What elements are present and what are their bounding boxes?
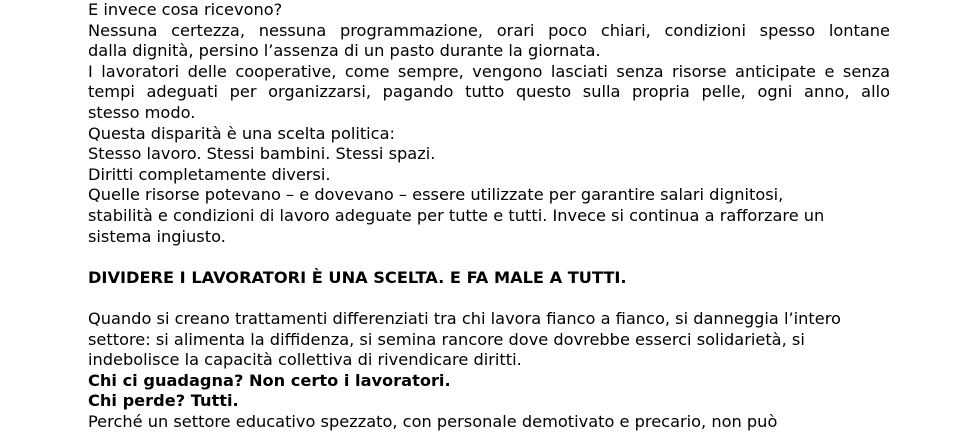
paragraph-line: dalla dignità, persino l’assenza di un pasto durante la giornata. — [88, 41, 601, 61]
paragraph-line: I lavoratori delle cooperative, come sempre, vengono lasciati senza risorse anticipate e senza — [88, 61, 890, 81]
bold-statement: Chi perde? Tutti. — [88, 391, 239, 411]
paragraph-line: Quelle risorse potevano – e dovevano – essere utilizzate per garantire salari dignitosi, — [88, 185, 784, 205]
paragraph-line: Questa disparità è una scelta politica: — [88, 123, 395, 143]
paragraph-line: Quando si creano trattamenti differenziati tra chi lavora fianco a fianco, si danneggia l’intero — [88, 308, 841, 328]
blank-line — [88, 288, 890, 309]
section-heading: DIVIDERE I LAVORATORI È UNA SCELTA. E FA MALE A TUTTI. — [88, 267, 627, 287]
paragraph-line: settore: si alimenta la diffidenza, si semina rancore dove dovrebbe esserci solidarietà, si — [88, 329, 805, 349]
blank-line — [88, 247, 890, 268]
paragraph-line: stabilità e condizioni di lavoro adeguate per tutte e tutti. Invece si continua a rafforzare un — [88, 205, 825, 225]
paragraph-line: Perché un settore educativo spezzato, con personale demotivato e precario, non può — [88, 411, 778, 431]
question-line: E invece cosa ricevono? — [88, 0, 283, 19]
paragraph-line: Nessuna certezza, nessuna programmazione, orari poco chiari, condizioni spesso lontane — [88, 20, 890, 40]
paragraph-line: indebolisce la capacità collettiva di rivendicare diritti. — [88, 350, 522, 370]
paragraph-line: Stesso lavoro. Stessi bambini. Stessi spazi. — [88, 144, 436, 164]
paragraph-line: Diritti completamente diversi. — [88, 164, 331, 184]
document-body — [88, 0, 890, 432]
bold-statement: Chi ci guadagna? Non certo i lavoratori. — [88, 370, 451, 390]
paragraph-line: stesso modo. — [88, 102, 196, 122]
paragraph-line: tempi adeguati per organizzarsi, pagando tutto questo sulla propria pelle, ogni anno, allo — [88, 82, 890, 102]
paragraph-line: sistema ingiusto. — [88, 226, 226, 246]
